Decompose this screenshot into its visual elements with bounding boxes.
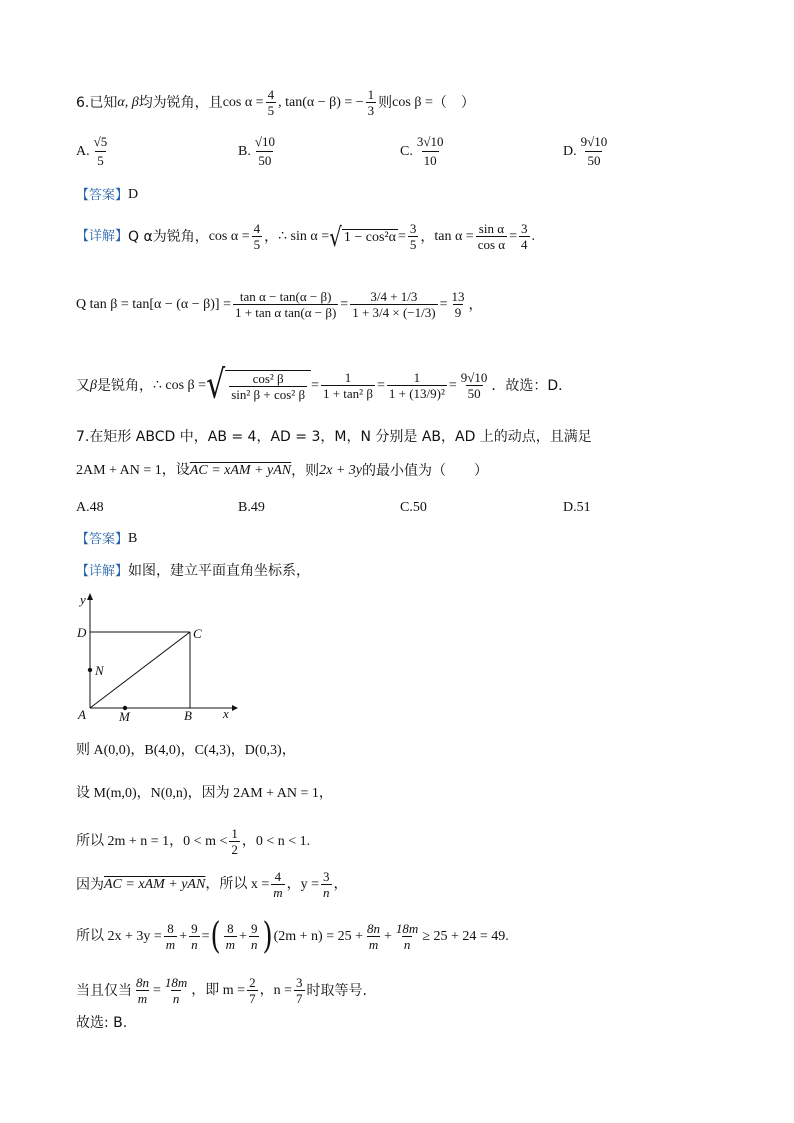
y-axis-arrow <box>87 593 93 600</box>
q7-option-b: B.49 <box>238 500 265 515</box>
label-n: N <box>95 663 104 678</box>
label-b: B <box>184 708 192 723</box>
step-1: 则 A(0,0)，B(4,0)，C(4,3)，D(0,3)， <box>76 743 296 758</box>
label-m: M <box>119 709 130 724</box>
fraction: $\frac{4}{5}$ <box>267 87 275 118</box>
q7-option-c: C.50 <box>400 500 427 515</box>
q6-answer: 【答案】 D <box>76 187 139 203</box>
q6-stem: 6.已知 α, β 均为锐角，且 cos α = $\frac{4}{5}$ , tan(α − β) = − $\frac{1}{3}$ 则 cos β = （ ） <box>76 87 475 118</box>
step-6: 当且仅当 $\frac{8n}{m}$ = $\frac{18m}{n}$ ，即 m = $\frac{2}{7}$ ，n = $\frac{3}{7}$ 时取等号. <box>76 975 367 1006</box>
q6-detail-line1: 【详解】 Q α为锐角， cos α = $\frac{4}{5}$ ， ∴ sin α = √ 1 − cos²α = $\frac{3}{5}$ ， tan α = $\frac{\text{sin α}}{\text{cos α}}$ = $\frac{3}{4}$ . <box>76 220 535 253</box>
q7-answer: 【答案】 B <box>76 531 138 547</box>
point-n <box>88 668 92 672</box>
x-axis-arrow <box>232 705 238 711</box>
q6-option-c: C. 3√10 10 <box>400 134 444 168</box>
step-2: 设 M(m,0)，N(0,n)，因为 2AM + AN = 1， <box>76 786 333 801</box>
label-y: y <box>80 592 86 607</box>
q6-option-d: D. 9√10 50 <box>563 134 608 168</box>
coordinate-figure <box>72 590 242 725</box>
q7-stem-line2: 2AM + AN = 1，设 AC = xAM + yAN ，则 2x + 3y 的最小值为（ ） <box>76 463 489 479</box>
step-4: 因为 AC = xAM + yAN ，所以 x = $\frac{4}{m}$ ，y = $\frac{3}{n}$ ， <box>76 869 348 900</box>
q6-option-a: A. √5 5 <box>76 134 108 168</box>
step-7: 故选: B. <box>76 1015 128 1031</box>
q7-detail: 【详解】 如图，建立平面直角坐标系， <box>76 563 311 579</box>
q6-tan-line: Q tan β = tan[α − (α − β)] = $\frac{\text{tan α − tan(α − β)}}{\text{1 + tan α tan(α − β)}}$ = $\frac{3/4 + 1/3}{1 + 3/4 \times (-1/3)}$ = $\frac{13}{9}$ ， <box>76 289 483 320</box>
step-5: 所以 2x + 3y = $\frac{8}{m}$ + $\frac{9}{n}$ = ( 8 m + $\frac{9}{n}$ ) (2m + n) = 25 + $\frac{8n}{m}$ + $\frac{18m}{n}$ ≥ 25 + 24 = 49. <box>76 915 509 958</box>
step-3: 所以 2m + n = 1，0 < m < 1 2 ，0 < n < 1. <box>76 826 311 857</box>
q6-option-b: B. √10 50 <box>238 134 275 168</box>
label-a: A <box>78 707 86 722</box>
diagonal-ac <box>90 632 190 708</box>
q6-cos-line: 又 β 是锐角， ∴ cos β = √ $\frac{\text{cos² β}}{\text{sin² β + cos² β}}$ = $\frac{1}{\text{1 + tan² β}}$ = $\frac{1}{\text{1 + (13/9)²}}$ = $\frac{9√10}{50}$ ．故选：D． <box>76 362 573 408</box>
q7-stem-line1: 7.在矩形 ABCD 中，AB = 4，AD = 3，M，N 分别是 AB，AD 上的动点，且满足 <box>76 429 592 445</box>
q7-option-d: D.51 <box>563 500 591 515</box>
label-x: x <box>223 706 229 721</box>
q7-option-a: A.48 <box>76 500 104 515</box>
label-d: D <box>77 625 87 640</box>
fraction: $\frac{1}{3}$ <box>367 87 375 118</box>
label-c: C <box>193 626 202 641</box>
